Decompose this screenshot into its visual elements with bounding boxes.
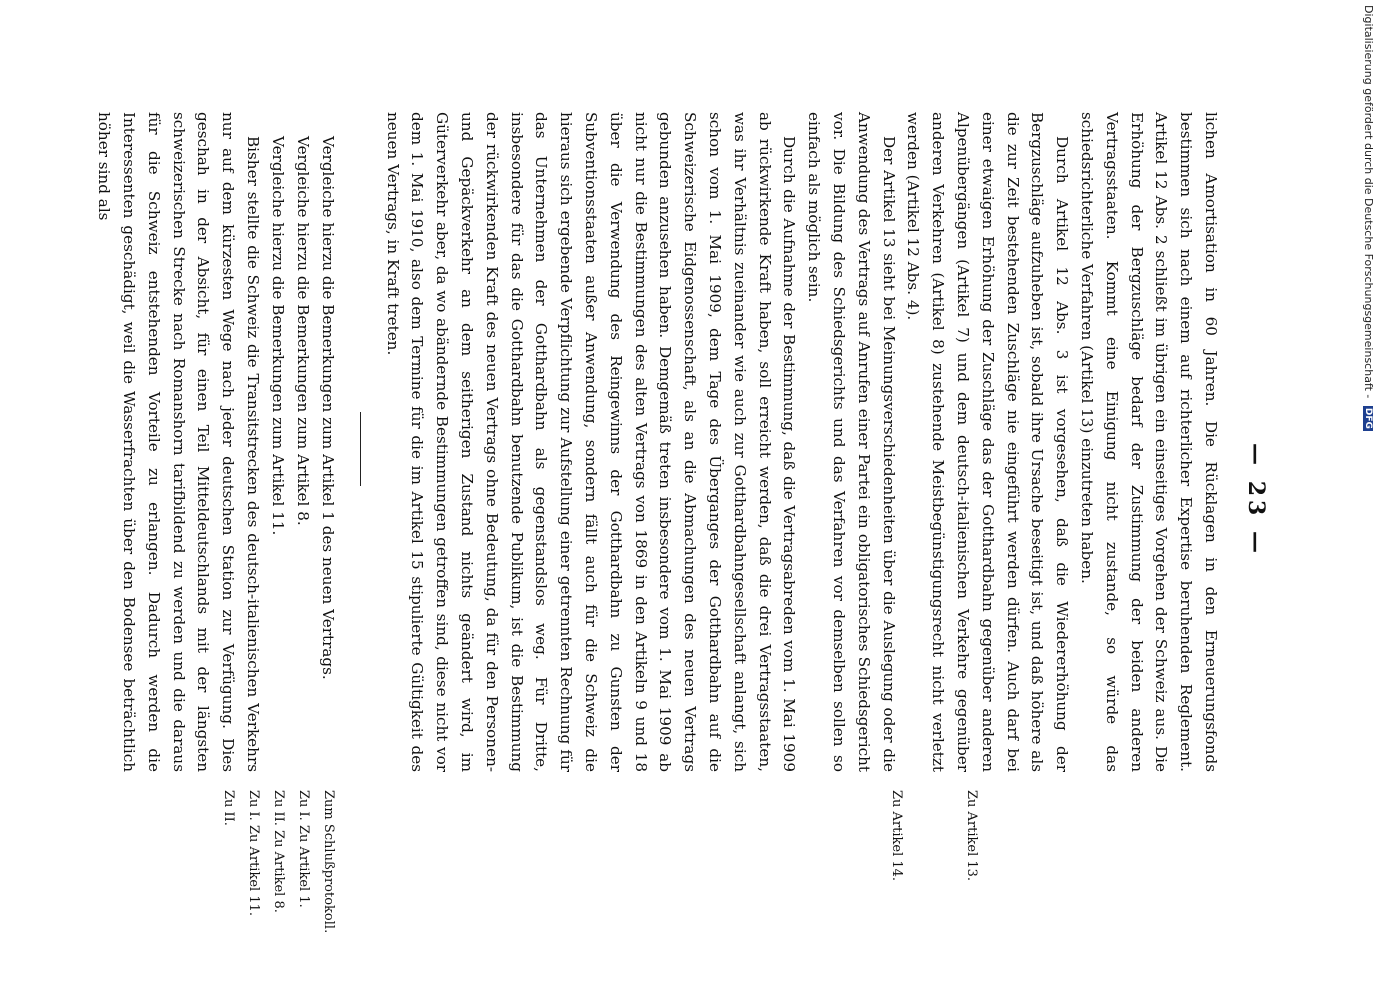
margin-note-zu-i-artikel-11: Zu I. Zu Artikel 11. [246,790,261,916]
paragraph: Der Artikel 13 sieht bei Meinungsverschiedenheiten über die Auslegung oder die Anwendung des Vertrags auf Anrufen einer Partei ein obligatorisches Schiedsgericht vor. Die Bildung des Schiedsgerichts und das Verfahren vor demselben sollen so einfach als möglich sein. [805,112,898,772]
margin-note-zu-i-artikel-1: Zu I. Zu Artikel 1. [296,790,311,908]
digitization-credit [1357,5,1375,1005]
reference-line: Vergleiche hierzu die Bemerkungen zum Artikel 1 des neuen Vertrags. [319,136,337,680]
credit-text: Digitalisierung gefördert durch die Deutsche Forschungsgemeinschaft - [1362,5,1375,399]
page-number: — 23 — [1243,443,1269,557]
reference-line: Vergleiche hierzu die Bemerkungen zum Artikel 8. [294,136,312,526]
margin-note-artikel-14: Zu Artikel 14. [889,790,904,882]
paragraph: Bisher stellte die Schweiz die Transitstrecken des deutsch-italienischen Verkehrs nur auf dem kürzesten Wege nach jeder deutschen Station zur Verfügung. Dies geschah in der Absicht, für einen Teil Mitteldeutschlands mit der längsten schweizerischen Strecke nach Romanshorn tarifbildend zu werden und die daraus für die Schweiz entstehenden Vorteile zu erlangen. Dadurch werden die Interessenten geschädigt, weil die Wasserfrachten über den Bodensee beträchtlich höher sind als [95,112,262,772]
body-text-lower [91,112,265,772]
margin-note-schlussprotokoll: Zum Schlußprotokoll. [321,790,336,934]
reference-line: Vergleiche hierzu die Bemerkungen zum Artikel 11. [269,136,287,536]
paragraph: Durch die Aufnahme der Bestimmung, daß die Vertragsabreden vom 1. Mai 1909 ab rückwirkende Kraft haben, soll erreicht werden, daß die drei Vertragsstaaten, was ihr Verhältnis zueinander wie auch zur Gotthardbahngesellschaft anlangt, sich schon vom 1. Mai 1909, dem Tage des Überganges der Gotthardbahn auf die Schweizerische Eidgenossenschaft, als an die Abmachungen des neuen Vertrags gebunden anzusehen haben. Demgemäß treten insbesondere vom 1. Mai 1909 ab nicht nur die Bestimmungen des alten Vertrags von 1869 in den Artikeln 9 und 18 über die Verwendung des Reingewinns der Gotthardbahn zu Gunsten der Subventionsstaaten außer Anwendung, sondern fällt auch für die Schweiz die hieraus sich ergebende Verpflichtung zur Aufstellung einer getrennten Rechnung für das Unternehmen der Gotthardbahn als gegenstandslos weg. Für Dritte, insbesondere für das die Gotthardbahn benutzende Publikum, ist die Bestimmung der rückwirkenden Kraft des neuen Vertrags ohne Bedeutung, da für den Personen- und Gepäckverkehr an dem seitherigen Zustand nichts geändert wird, im Güterverkehr aber, da wo abändernde Bestimmungen getroffen sind, diese nicht vor dem 1. Mai 1910, also dem Termine für die im Artikel 15 stipulierte Gültigkeit des neuen Vertrags, in Kraft treten. [383,112,799,772]
margin-note-artikel-13: Zu Artikel 13. [964,790,979,882]
paragraph: lichen Amortisation in 60 Jahren. Die Rücklagen in den Erneuerungsfonds bestimmen sich nach einem auf richterlicher Expertise beruhenden Reglement. Artikel 12 Abs. 2 schließt im übrigen ein einseitiges Vorgehen der Schweiz aus. Die Erhöhung der Bergzuschläge bedarf der Zustimmung der beiden anderen Vertragsstaaten. Kommt eine Einigung nicht zustande, so würde das schiedsrichterliche Verfahren (Artikel 13) einzutreten haben. [1078,112,1220,772]
paragraph: Durch Artikel 12 Abs. 3 ist vorgesehen, daß die Wiedererhöhung der Bergzuschläge aufzuheben ist, sobald ihre Ursache beseitigt ist, und daß höhere als die zur Zeit bestehenden Zuschläge nie eingeführt werden dürfen. Auch darf bei einer etwaigen Erhöhung der Zuschläge das der Gotthardbahn gegenüber anderen Alpenübergängen (Artikel 7) und dem deutsch-italienischen Verkehre gegenüber anderen Verkehren (Artikel 8) zustehende Meistbegünstigungsrecht nicht verletzt werden (Artikel 12 Abs. 4). [904,112,1072,772]
margin-note-zu-ii: Zu II. [221,790,236,826]
body-text-upper [380,112,1223,772]
margin-note-zu-ii-artikel-8: Zu II. Zu Artikel 8. [271,790,286,913]
dfg-logo-icon: DFG [1363,407,1373,429]
section-divider [360,412,361,486]
